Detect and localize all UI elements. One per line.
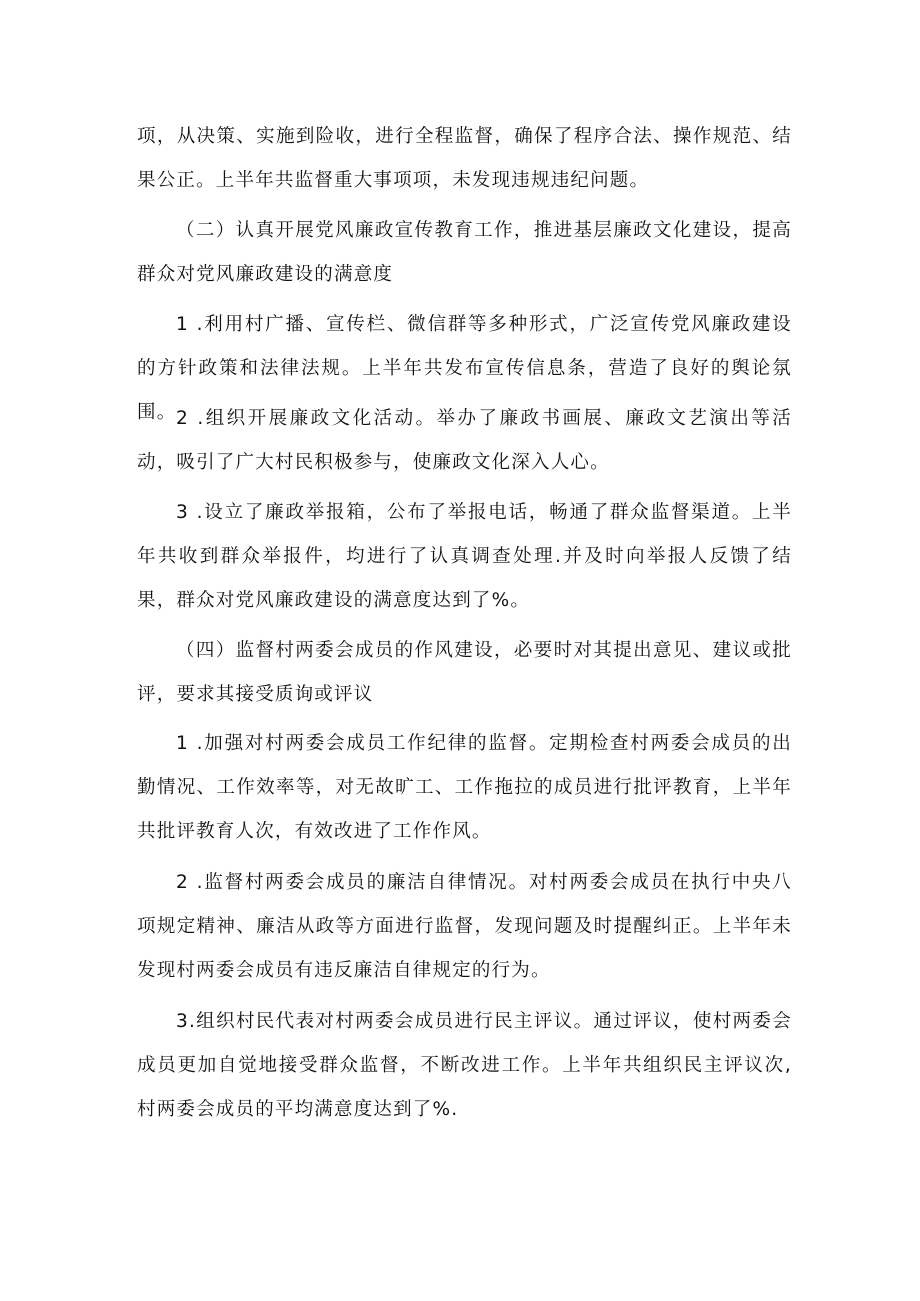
list-item-2-3: 3 .设立了廉政举报箱，公布了举报电话，畅通了群众监督渠道。上半年共收到群众举报件，均进行了认真调查处理.并及时向举报人反馈了结果，群众对党风廉政建设的满意度达到了%。 xyxy=(137,502,792,611)
list-item-2-2: 2 .组织开展廉政文化活动。举办了廉政书画展、廉政文艺演出等活动，吸引了广大村民积极参与，使廉政文化深入人心。 xyxy=(137,408,792,473)
section-heading-4: （四）监督村两委会成员的作风建设，必要时对其提出意见、建议或批评，要求其接受质询或评议 xyxy=(137,640,792,705)
section-heading-2: （二）认真开展党风廉政宣传教育工作，推进基层廉政文化建设，提高群众对党风廉政建设的满意度 xyxy=(137,220,792,285)
list-item-2-1: 1 .利用村广播、宣传栏、微信群等多种形式，广泛宣传党风廉政建设的方针政策和法律法规。上半年共发布宣传信息条，营造了良好的舆论氛围。 xyxy=(137,314,792,423)
list-item-4-3: 3.组织村民代表对村两委会成员进行民主评议。通过评议，使村两委会成员更加自觉地接受群众监督，不断改进工作。上半年共组织民主评议次,村两委会成员的平均满意度达到了%. xyxy=(137,1011,792,1120)
paragraph-continuation: 项，从决策、实施到险收，进行全程监督，确保了程序合法、操作规范、结果公正。上半年共监督重大事项项，未发现违规违纪问题。 xyxy=(137,126,792,191)
list-item-4-1: 1 .加强对村两委会成员工作纪律的监督。定期检查村两委会成员的出勤情况、工作效率等，对无故旷工、工作拖拉的成员进行批评教育，上半年共批评教育人次，有效改进了工作作风。 xyxy=(137,733,792,842)
list-item-4-2: 2 .监督村两委会成员的廉洁自律情况。对村两委会成员在执行中央八项规定精神、廉洁从政等方面进行监督，发现问题及时提醒纠正。上半年未发现村两委会成员有违反廉洁自律规定的行为。 xyxy=(137,872,792,981)
